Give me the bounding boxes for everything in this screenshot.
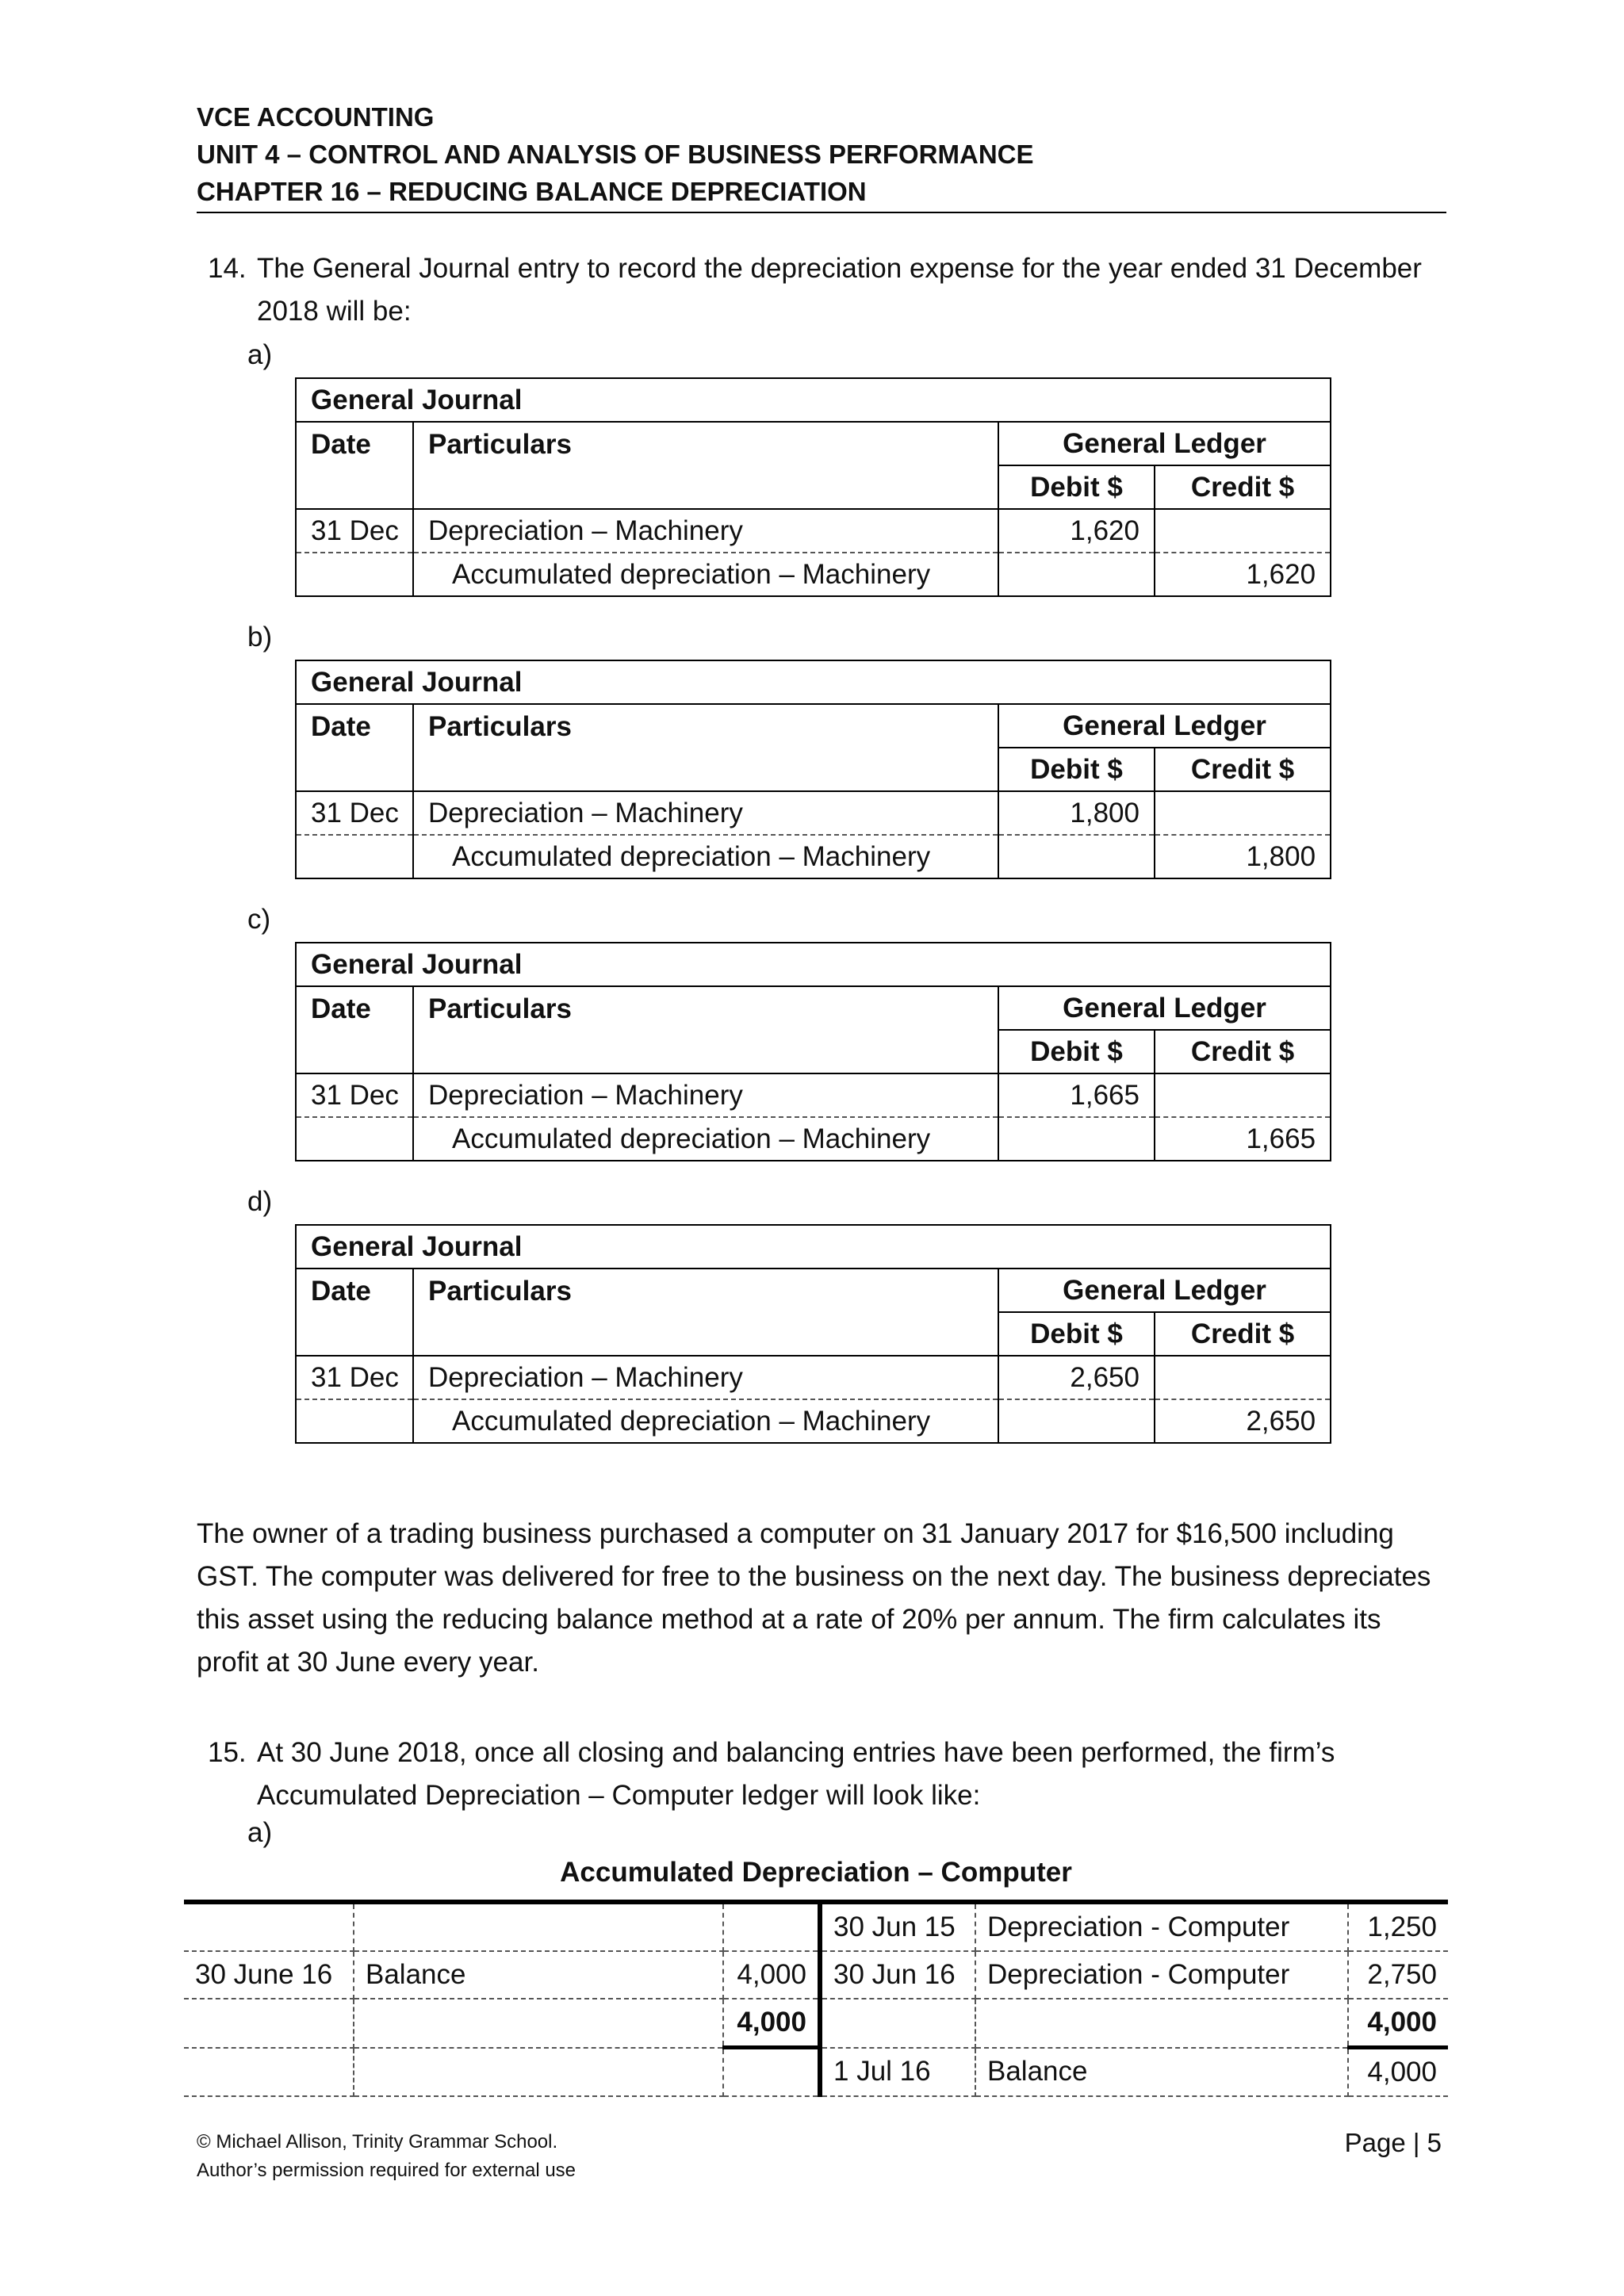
credit-header: Credit $ (1155, 1030, 1331, 1073)
ledger-debit-total: 4,000 (723, 1999, 820, 2048)
entry-date: 31 Dec (296, 791, 413, 835)
credit-amount: 2,650 (1155, 1399, 1331, 1443)
debit-amount: 1,620 (998, 509, 1155, 553)
question-number: 15. (208, 1737, 247, 1768)
question-14 (208, 247, 1445, 335)
ledger-credit-desc: Balance (975, 2048, 1348, 2097)
empty-cell (1155, 509, 1331, 553)
debit-account: Depreciation – Machinery (413, 791, 998, 835)
ledger-total-row (184, 1999, 1448, 2048)
question-text-line2: 2018 will be: (257, 296, 412, 327)
empty-cell (998, 1117, 1155, 1161)
footer-copyright (197, 2128, 576, 2185)
ledger-credit-amount: 1,250 (1348, 1902, 1448, 1951)
debit-account: Depreciation – Machinery (413, 509, 998, 553)
debit-account: Depreciation – Machinery (413, 1356, 998, 1399)
empty-cell (296, 1399, 413, 1443)
debit-account: Depreciation – Machinery (413, 1073, 998, 1117)
general-journal-option-a (295, 377, 1331, 597)
entry-date: 31 Dec (296, 509, 413, 553)
ledger-debit-date (184, 1902, 354, 1951)
ledger-credit-desc: Depreciation - Computer (975, 1951, 1348, 1999)
journal-title: General Journal (296, 1225, 1331, 1269)
debit-amount: 1,665 (998, 1073, 1155, 1117)
debit-header: Debit $ (998, 1312, 1155, 1356)
permission-line: Author’s permission required for external use (197, 2160, 576, 2181)
question-text-line2: Accumulated Depreciation – Computer ledger will look like: (257, 1780, 981, 1811)
ledger-credit-desc (975, 1999, 1348, 2048)
accumulated-depreciation-ledger (184, 1900, 1448, 2097)
entry-date: 31 Dec (296, 1073, 413, 1117)
general-journal-option-b (295, 660, 1331, 879)
ledger-debit-amount (723, 2048, 820, 2097)
empty-cell (296, 1117, 413, 1161)
general-ledger-header: General Ledger (998, 986, 1331, 1030)
debit-header: Debit $ (998, 465, 1155, 509)
general-ledger-header: General Ledger (998, 1269, 1331, 1312)
scenario-line: GST. The computer was delivered for free to the business on the next day. The business depreciates (197, 1561, 1431, 1592)
document-header (197, 98, 1446, 213)
question-text-line1: The General Journal entry to record the depreciation expense for the year ended 31 December (257, 253, 1422, 284)
date-header: Date (296, 1269, 413, 1356)
empty-cell (296, 835, 413, 878)
date-header: Date (296, 422, 413, 509)
empty-cell (1155, 1073, 1331, 1117)
credit-account: Accumulated depreciation – Machinery (413, 553, 998, 596)
scenario-line: profit at 30 June every year. (197, 1647, 539, 1678)
ledger-debit-date (184, 2048, 354, 2097)
debit-header: Debit $ (998, 1030, 1155, 1073)
general-journal-option-d (295, 1224, 1331, 1444)
date-header: Date (296, 986, 413, 1073)
ledger-credit-desc: Depreciation - Computer (975, 1902, 1348, 1951)
option-label-a[interactable]: a) (247, 1817, 273, 1848)
empty-cell (1155, 1356, 1331, 1399)
ledger-debit-desc: Balance (354, 1951, 723, 1999)
ledger-debit-date: 30 June 16 (184, 1951, 354, 1999)
question-15 (208, 1732, 1445, 1819)
ledger-credit-date: 30 Jun 16 (820, 1951, 975, 1999)
date-header: Date (296, 704, 413, 791)
journal-title: General Journal (296, 660, 1331, 704)
ledger-row (184, 1902, 1448, 1951)
credit-header: Credit $ (1155, 748, 1331, 791)
general-ledger-header: General Ledger (998, 422, 1331, 465)
ledger-credit-date: 1 Jul 16 (820, 2048, 975, 2097)
ledger-debit-desc (354, 2048, 723, 2097)
credit-amount: 1,800 (1155, 835, 1331, 878)
scenario-line: The owner of a trading business purchased a computer on 31 January 2017 for $16,500 including (197, 1518, 1394, 1549)
empty-cell (296, 553, 413, 596)
scenario-line: this asset using the reducing balance method at a rate of 20% per annum. The firm calculates its (197, 1604, 1381, 1635)
journal-title: General Journal (296, 378, 1331, 422)
option-label-d[interactable]: d) (247, 1186, 273, 1217)
ledger-debit-amount (723, 1902, 820, 1951)
particulars-header: Particulars (413, 986, 998, 1073)
ledger-title: Accumulated Depreciation – Computer (560, 1857, 1072, 1888)
credit-amount: 1,620 (1155, 553, 1331, 596)
entry-date: 31 Dec (296, 1356, 413, 1399)
empty-cell (998, 1399, 1155, 1443)
page-number: Page | 5 (1344, 2128, 1442, 2157)
particulars-header: Particulars (413, 1269, 998, 1356)
unit-title: UNIT 4 – CONTROL AND ANALYSIS OF BUSINESS PERFORMANCE (197, 140, 1034, 169)
ledger-credit-date: 30 Jun 15 (820, 1902, 975, 1951)
particulars-header: Particulars (413, 422, 998, 509)
debit-amount: 1,800 (998, 791, 1155, 835)
credit-account: Accumulated depreciation – Machinery (413, 835, 998, 878)
general-journal-option-c (295, 942, 1331, 1161)
ledger-row (184, 2048, 1448, 2097)
debit-amount: 2,650 (998, 1356, 1155, 1399)
general-ledger-header: General Ledger (998, 704, 1331, 748)
credit-account: Accumulated depreciation – Machinery (413, 1117, 998, 1161)
ledger-debit-date (184, 1999, 354, 2048)
copyright-line: © Michael Allison, Trinity Grammar School. (197, 2131, 558, 2152)
scenario-paragraph (197, 1513, 1434, 1684)
ledger-debit-desc (354, 1999, 723, 2048)
question-number: 14. (208, 253, 247, 284)
ledger-debit-desc (354, 1902, 723, 1951)
option-label-b[interactable]: b) (247, 622, 273, 652)
empty-cell (998, 553, 1155, 596)
credit-header: Credit $ (1155, 465, 1331, 509)
ledger-credit-amount: 4,000 (1348, 2048, 1448, 2097)
ledger-credit-amount: 2,750 (1348, 1951, 1448, 1999)
ledger-credit-date (820, 1999, 975, 2048)
option-label-a[interactable]: a) (247, 339, 273, 370)
credit-header: Credit $ (1155, 1312, 1331, 1356)
credit-amount: 1,665 (1155, 1117, 1331, 1161)
particulars-header: Particulars (413, 704, 998, 791)
journal-title: General Journal (296, 943, 1331, 986)
empty-cell (1155, 791, 1331, 835)
ledger-debit-amount: 4,000 (723, 1951, 820, 1999)
debit-header: Debit $ (998, 748, 1155, 791)
course-title: VCE ACCOUNTING (197, 102, 435, 132)
ledger-row (184, 1951, 1448, 1999)
empty-cell (998, 835, 1155, 878)
credit-account: Accumulated depreciation – Machinery (413, 1399, 998, 1443)
ledger-credit-total: 4,000 (1348, 1999, 1448, 2048)
question-text-line1: At 30 June 2018, once all closing and balancing entries have been performed, the firm’s (257, 1737, 1335, 1768)
option-label-c[interactable]: c) (247, 904, 271, 935)
chapter-title: CHAPTER 16 – REDUCING BALANCE DEPRECIATION (197, 177, 867, 206)
